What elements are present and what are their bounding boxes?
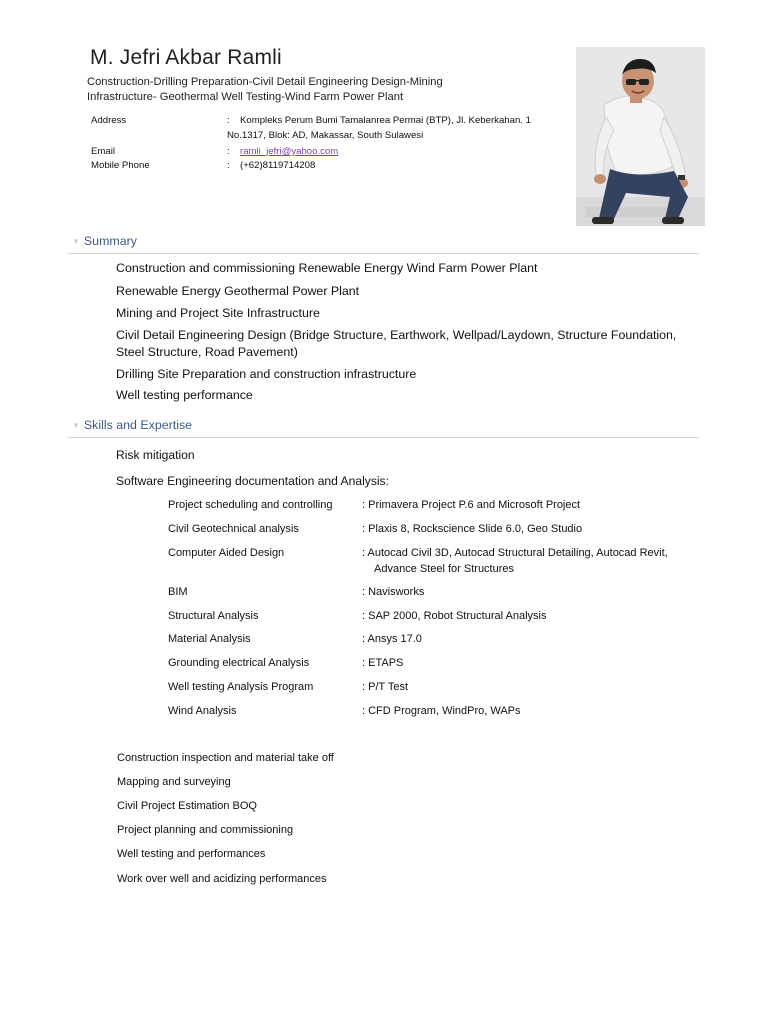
summary-divider — [68, 253, 699, 254]
software-value: : Ansys 17.0 — [362, 633, 422, 645]
software-value-continued: Advance Steel for Structures — [374, 563, 515, 575]
profile-photo — [576, 47, 705, 226]
skill-item: Project planning and commissioning — [117, 824, 294, 836]
address-label: Address — [91, 115, 127, 126]
software-value: : ETAPS — [362, 657, 404, 669]
skill-item: Construction inspection and material take off — [117, 752, 334, 764]
summary-item: Renewable Energy Geothermal Power Plant — [116, 284, 360, 298]
software-label: Project scheduling and controlling — [168, 499, 333, 511]
summary-item: Mining and Project Site Infrastructure — [116, 306, 320, 320]
summary-item: Civil Detail Engineering Design (Bridge Structure, Earthwork, Wellpad/Laydown, Structure Foundation, Steel Structure, Road Pavement) — [116, 328, 677, 359]
phone-colon: : — [227, 160, 230, 171]
email-link[interactable]: ramli_jefri@yahoo.com — [240, 146, 339, 157]
person-name: M. Jefri Akbar Ramli — [90, 46, 282, 69]
skills-title: Skills and Expertise — [83, 418, 193, 432]
skill-item: Well testing and performances — [117, 848, 266, 860]
summary-heading — [72, 234, 137, 248]
phone-label: Mobile Phone — [91, 160, 150, 171]
summary-item: Drilling Site Preparation and construction infrastructure — [116, 367, 417, 381]
software-value: : Navisworks — [362, 586, 425, 598]
address-line-2: No.1317, Blok: AD, Makassar, South Sulawesi — [227, 130, 424, 141]
software-label: Computer Aided Design — [168, 547, 285, 559]
software-label: Material Analysis — [168, 633, 251, 645]
software-value: : Autocad Civil 3D, Autocad Structural Detailing, Autocad Revit, — [362, 547, 668, 559]
software-label: Wind Analysis — [168, 705, 237, 717]
phone-value: (+62)8119714208 — [240, 160, 316, 171]
collapse-triangle-icon[interactable]: ▼ — [72, 237, 80, 246]
address-line-1: Kompleks Perum Bumi Tamalanrea Permai (BTP), Jl. Keberkahan. 1 — [240, 115, 531, 126]
email-colon: : — [227, 146, 230, 157]
summary-item: Well testing performance — [116, 388, 253, 402]
software-value: : Primavera Project P.6 and Microsoft Project — [362, 499, 581, 511]
email-label: Email — [91, 146, 115, 157]
summary-title: Summary — [83, 234, 137, 248]
skill-item: Work over well and acidizing performances — [117, 873, 327, 885]
summary-item: Construction and commissioning Renewable Energy Wind Farm Power Plant — [116, 261, 538, 275]
profile-photo-illustration — [576, 47, 705, 226]
software-value: : P/T Test — [362, 681, 409, 693]
skill-risk-mitigation: Risk mitigation — [116, 448, 195, 462]
software-label: Structural Analysis — [168, 610, 259, 622]
skill-item: Civil Project Estimation BOQ — [117, 800, 257, 812]
address-colon: : — [227, 115, 230, 126]
software-label: BIM — [168, 586, 188, 598]
email-value — [240, 144, 338, 159]
software-heading: Software Engineering documentation and Analysis: — [116, 474, 389, 488]
collapse-triangle-icon[interactable]: ▼ — [72, 421, 80, 430]
software-label: Well testing Analysis Program — [168, 681, 314, 693]
skill-item: Mapping and surveying — [117, 776, 231, 788]
headline-line-2: Infrastructure- Geothermal Well Testing-Wind Farm Power Plant — [87, 91, 404, 103]
software-value: : Plaxis 8, Rockscience Slide 6.0, Geo Studio — [362, 523, 583, 535]
skills-heading — [72, 418, 192, 432]
software-label: Grounding electrical Analysis — [168, 657, 310, 669]
software-value: : CFD Program, WindPro, WAPs — [362, 705, 521, 717]
skills-divider — [68, 437, 699, 438]
software-label: Civil Geotechnical analysis — [168, 523, 299, 535]
headline — [87, 75, 557, 105]
software-value: : SAP 2000, Robot Structural Analysis — [362, 610, 547, 622]
headline-line-1: Construction-Drilling Preparation-Civil Detail Engineering Design-Mining — [87, 76, 443, 88]
